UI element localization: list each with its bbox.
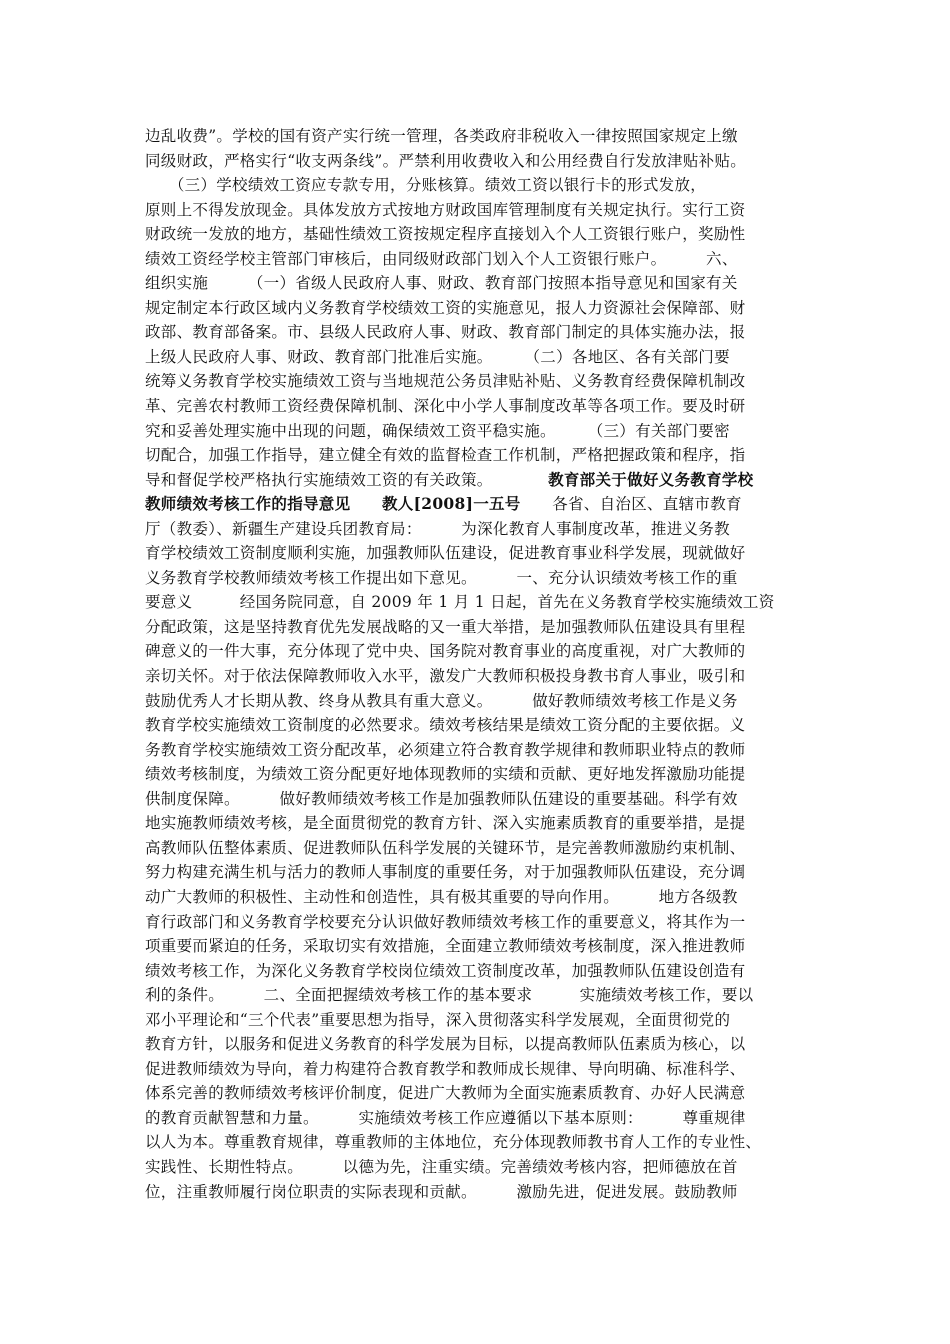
text-line (145, 1180, 825, 1205)
text-segment: 教育学校实施绩效工资制度的必然要求。绩效考核结果是绩效工资分配的主要依据。义 (145, 716, 746, 735)
text-line (145, 664, 825, 689)
text-segment: （三）学校绩效工资应专款专用，分账核算。绩效工资以银行卡的形式发放， (145, 176, 707, 195)
text-line (145, 124, 825, 149)
text-line (145, 541, 825, 566)
text-line (145, 1057, 825, 1082)
text-segment: 分配政策，这是坚持教育优先发展战略的又一重大举措，是加强教师队伍建设具有里程 (145, 617, 746, 636)
text-segment: 务教育学校实施绩效工资分配改革，必须建立符合教育教学规律和教师职业特点的教师 (145, 740, 746, 759)
text-line (145, 492, 825, 517)
text-segment: 碑意义的一件大事，充分体现了党中央、国务院对教育事业的高度重视，对广大教师的 (145, 642, 746, 661)
text-segment: 厅（教委）、新疆生产建设兵团教育局： 为深化教育人事制度改革，推进义务教 (145, 519, 730, 538)
text-segment: 组织实施 （一）省级人民政府人事、财政、教育部门按照本指导意见和国家有关 (145, 274, 738, 293)
text-segment: 绩效考核制度，为绩效工资分配更好地体现教师的实绩和贡献、更好地发挥激励功能提 (145, 765, 746, 784)
text-line (145, 860, 825, 885)
text-segment: 绩效考核工作，为深化义务教育学校岗位绩效工资制度改革，加强教师队伍建设创造有 (145, 961, 746, 980)
text-line (145, 1155, 825, 1180)
text-segment: 动广大教师的积极性、主动性和创造性，具有极其重要的导向作用。 地方各级教 (145, 887, 738, 906)
text-line (145, 885, 825, 910)
text-line (145, 787, 825, 812)
text-line (145, 345, 825, 370)
text-segment: 上级人民政府人事、财政、教育部门批准后实施。 （二）各地区、各有关部门要 (145, 347, 730, 366)
text-line (145, 320, 825, 345)
text-segment: 绩效工资经学校主管部门审核后，由同级财政部门划入个人工资银行账户。 六、 (145, 249, 738, 268)
text-segment: 义务教育学校教师绩效考核工作提出如下意见。 一、充分认识绩效考核工作的重 (145, 568, 738, 587)
text-line (145, 247, 825, 272)
text-segment: 教育方针，以服务和促进义务教育的科学发展为目标，以提高教师队伍素质为核心，以 (145, 1035, 746, 1054)
text-line (145, 959, 825, 984)
text-segment: 规定制定本行政区域内义务教育学校绩效工资的实施意见，报人力资源社会保障部、财 (145, 298, 746, 317)
text-segment: 要意义 经国务院同意，自 2009 年 1 月 1 日起，首先在义务教育学校实施绩效工资 (145, 593, 775, 612)
text-segment: 鼓励优秀人才长期从教、终身从教具有重大意义。 做好教师绩效考核工作是义务 (145, 691, 738, 710)
text-line (145, 369, 825, 394)
text-segment: 政部、教育部备案。市、县级人民政府人事、财政、教育部门制定的具体实施办法，报 (145, 323, 746, 342)
text-segment: 财政统一发放的地方，基础性绩效工资按规定程序直接划入个人工资银行账户，奖励性 (145, 225, 746, 244)
text-segment: 项重要而紧迫的任务，采取切实有效措施，全面建立教师绩效考核制度，深入推进教师 (145, 937, 746, 956)
text-line (145, 1008, 825, 1033)
text-line (145, 443, 825, 468)
text-line (145, 983, 825, 1008)
text-line (145, 1081, 825, 1106)
text-line (145, 1130, 825, 1155)
text-line (145, 468, 825, 493)
text-segment: 边乱收费”。学校的国有资产实行统一管理，各类政府非税收入一律按照国家规定上缴 (145, 127, 738, 145)
text-segment: 各省、自治区、直辖市教育 (520, 495, 742, 514)
text-segment: 育行政部门和义务教育学校要充分认识做好教师绩效考核工作的重要意义，将其作为一 (145, 912, 746, 931)
text-segment: 努力构建充满生机与活力的教师人事制度的重要任务，对于加强教师队伍建设，充分调 (145, 863, 746, 882)
text-line (145, 419, 825, 444)
text-segment: 体系完善的教师绩效考核评价制度，促进广大教师为全面实施素质教育、办好人民满意 (145, 1084, 746, 1103)
text-line (145, 639, 825, 664)
text-segment: 以人为本。尊重教育规律，尊重教师的主体地位，充分体现教师教书育人工作的专业性、 (145, 1133, 762, 1152)
text-segment: 实践性、长期性特点。 以德为先，注重实绩。完善绩效考核内容，把师德放在首 (145, 1157, 738, 1176)
text-line (145, 149, 825, 174)
text-segment: 育学校绩效工资制度顺利实施，加强教师队伍建设，促进教育事业科学发展，现就做好 (145, 544, 746, 563)
text-line (145, 1106, 825, 1131)
text-segment: 的教育贡献智慧和力量。 实施绩效考核工作应遵循以下基本原则： 尊重规律 (145, 1108, 746, 1127)
text-line (145, 517, 825, 542)
text-segment: 究和妥善处理实施中出现的问题，确保绩效工资平稳实施。 （三）有关部门要密 (145, 421, 730, 440)
text-segment: 导和督促学校严格执行实施绩效工资的有关政策。 (145, 470, 549, 489)
text-segment: 原则上不得发放现金。具体发放方式按地方财政国库管理制度有关规定执行。实行工资 (145, 200, 746, 219)
text-line (145, 811, 825, 836)
text-line (145, 566, 825, 591)
text-line (145, 615, 825, 640)
text-line (145, 689, 825, 714)
text-line (145, 713, 825, 738)
text-line (145, 394, 825, 419)
text-line (145, 271, 825, 296)
text-line (145, 836, 825, 861)
text-segment: 位，注重教师履行岗位职责的实际表现和贡献。 激励先进，促进发展。鼓励教师 (145, 1182, 738, 1201)
text-segment: 促进教师绩效为导向，着力构建符合教育教学和教师成长规律、导向明确、标准科学、 (145, 1059, 746, 1078)
text-line (145, 222, 825, 247)
text-segment: 革、完善农村教师工资经费保障机制、深化中小学人事制度改革等各项工作。要及时研 (145, 397, 746, 416)
text-segment: 利的条件。 二、全面把握绩效考核工作的基本要求 实施绩效考核工作，要以 (145, 986, 754, 1005)
text-segment: 高教师队伍整体素质、促进教师队伍科学发展的关键环节，是完善教师激励约束机制、 (145, 838, 746, 857)
text-segment: 统筹义务教育学校实施绩效工资与当地规范公务员津贴补贴、义务教育经费保障机制改 (145, 372, 746, 391)
bold-text-segment: 教育部关于做好义务教育学校 (548, 469, 754, 489)
text-line (145, 762, 825, 787)
text-segment: 同级财政，严格实行“收支两条线”。严禁利用收费收入和公用经费自行发放津贴补贴。 (145, 151, 747, 170)
text-line (145, 738, 825, 763)
text-line (145, 590, 825, 615)
text-line (145, 934, 825, 959)
text-line (145, 173, 825, 198)
text-segment: 切配合，加强工作指导，建立健全有效的监督检查工作机制，严格把握政策和程序，指 (145, 446, 746, 465)
text-line (145, 296, 825, 321)
text-line (145, 910, 825, 935)
text-segment: 邓小平理论和“三个代表”重要思想为指导，深入贯彻落实科学发展观，全面贯彻党的 (145, 1010, 731, 1029)
text-line (145, 198, 825, 223)
document-body (145, 124, 825, 1204)
text-segment: 亲切关怀。对于依法保障教师收入水平，激发广大教师积极投身教书育人事业，吸引和 (145, 667, 746, 686)
text-line (145, 1032, 825, 1057)
text-segment: 地实施教师绩效考核，是全面贯彻党的教育方针、深入实施素质教育的重要举措，是提 (145, 814, 746, 833)
bold-text-segment: 教师绩效考核工作的指导意见 教人[2008]一五号 (145, 494, 521, 514)
text-segment: 供制度保障。 做好教师绩效考核工作是加强教师队伍建设的重要基础。科学有效 (145, 789, 738, 808)
